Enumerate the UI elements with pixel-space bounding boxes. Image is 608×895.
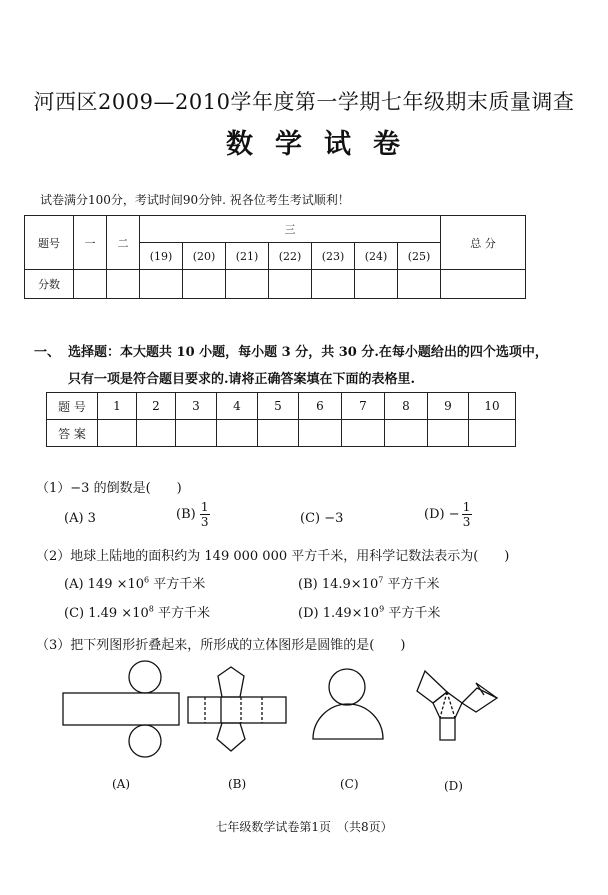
- section1-line2: 只有一项是符合题目要求的.请将正确答案填在下面的表格里.: [68, 372, 416, 387]
- answer-cell[interactable]: [217, 420, 258, 447]
- fraction-denominator: 3: [462, 515, 471, 529]
- answer-number: 6: [299, 393, 342, 420]
- score-cell: [441, 270, 526, 299]
- q1-d-fraction: [462, 500, 472, 529]
- score-cell: [74, 270, 107, 299]
- score-row-label: 题号: [25, 216, 74, 270]
- q1-b-label: (B): [176, 507, 196, 522]
- figure-c-cone-net: [313, 669, 383, 739]
- score-cell: [398, 270, 441, 299]
- score-subitem: (24): [355, 243, 398, 270]
- answer-number: 1: [98, 393, 137, 420]
- score-cell: [355, 270, 398, 299]
- q1-d-label: (D) −: [424, 507, 460, 522]
- answer-number: 9: [428, 393, 469, 420]
- exam-note: 试卷满分100分，考试时间90分钟. 祝各位考生考试顺利！: [40, 193, 350, 207]
- fraction-numerator: 1: [462, 500, 471, 514]
- q2-a-exponent: 6: [144, 575, 150, 585]
- answer-cell[interactable]: [342, 420, 385, 447]
- q2-option-b: [298, 573, 439, 592]
- exam-subtitle: 数学试卷: [226, 129, 422, 160]
- answer-cell[interactable]: [258, 420, 299, 447]
- score-subitem: (20): [183, 243, 226, 270]
- q3-label-c: (C): [340, 777, 359, 791]
- q2-option-c: [64, 602, 210, 621]
- score-row2-label: 分数: [25, 270, 74, 299]
- q2-b-exponent: 7: [378, 575, 384, 585]
- q1-option-b: [176, 500, 210, 529]
- q1-option-a: (A) 3: [64, 511, 96, 526]
- q2-option-a: [64, 573, 205, 592]
- answer-number: 3: [176, 393, 217, 420]
- fraction-numerator: 1: [200, 500, 209, 514]
- score-cell: [312, 270, 355, 299]
- score-cell: [269, 270, 312, 299]
- score-total: 总 分: [441, 216, 526, 270]
- answer-cell[interactable]: [98, 420, 137, 447]
- q3-figures: [0, 655, 608, 805]
- exam-title: 河西区2009—2010学年度第一学期七年级期末质量调查: [33, 90, 575, 114]
- q2-d-base: (D) 1.49×10: [298, 606, 380, 621]
- answer-number: 8: [385, 393, 428, 420]
- q2-d-exponent: 9: [379, 604, 385, 614]
- answer-table: [46, 392, 516, 447]
- figure-d-net: [417, 671, 497, 740]
- answer-number: 5: [258, 393, 299, 420]
- q2-c-base: (C) 1.49 ×10: [64, 606, 149, 621]
- score-subitem: (23): [312, 243, 355, 270]
- answer-row-label: 题 号: [47, 393, 98, 420]
- score-subitem: (25): [398, 243, 441, 270]
- q1-option-c: (C) −3: [300, 511, 344, 526]
- fraction-denominator: 3: [200, 515, 209, 529]
- score-table: [24, 215, 526, 299]
- q3-label-b: (B): [228, 777, 247, 791]
- score-cell: [140, 270, 183, 299]
- score-sec1: 一: [74, 216, 107, 270]
- answer-cell[interactable]: [299, 420, 342, 447]
- score-subitem: (22): [269, 243, 312, 270]
- section1-number: 一、: [34, 345, 61, 360]
- q1-stem: （1）−3 的倒数是( ): [36, 481, 182, 496]
- score-sec3: 三: [140, 216, 441, 243]
- q2-a-unit: 平方千米: [149, 577, 206, 592]
- answer-cell[interactable]: [428, 420, 469, 447]
- answer-number: 7: [342, 393, 385, 420]
- score-sec2: 二: [107, 216, 140, 270]
- answer-cell[interactable]: [385, 420, 428, 447]
- q2-stem: （2）地球上陆地的面积约为 149 000 000 平方千米，用科学记数法表示为( ): [36, 549, 510, 564]
- answer-cell[interactable]: [137, 420, 176, 447]
- q2-c-unit: 平方千米: [153, 606, 210, 621]
- figure-a-cylinder-net: [63, 661, 179, 757]
- q2-b-base: (B) 14.9×10: [298, 577, 379, 592]
- q1-b-fraction: [200, 500, 210, 529]
- answer-cell[interactable]: [469, 420, 516, 447]
- q2-d-unit: 平方千米: [384, 606, 441, 621]
- page-footer: 七年级数学试卷第1页 （共8页）: [215, 820, 393, 834]
- q2-b-unit: 平方千米: [383, 577, 440, 592]
- score-cell: [107, 270, 140, 299]
- score-subitem: (19): [140, 243, 183, 270]
- q1-option-d: [424, 500, 472, 529]
- score-cell: [226, 270, 269, 299]
- q3-stem: （3）把下列图形折叠起来，所形成的立体图形是圆锥的是( ): [36, 638, 406, 653]
- figure-b-prism-net: [188, 667, 286, 751]
- answer-number: 10: [469, 393, 516, 420]
- answer-number: 4: [217, 393, 258, 420]
- q2-c-exponent: 8: [148, 604, 154, 614]
- answer-row2-label: 答 案: [47, 420, 98, 447]
- q2-option-d: [298, 602, 440, 621]
- answer-number: 2: [137, 393, 176, 420]
- score-cell: [183, 270, 226, 299]
- q3-label-d: (D): [444, 779, 463, 793]
- q3-label-a: (A): [112, 777, 131, 791]
- answer-cell[interactable]: [176, 420, 217, 447]
- score-subitem: (21): [226, 243, 269, 270]
- section1-line1: 选择题：本大题共 10 小题，每小题 3 分，共 30 分.在每小题给出的四个选项中，: [68, 345, 548, 360]
- q2-a-base: (A) 149 ×10: [64, 577, 145, 592]
